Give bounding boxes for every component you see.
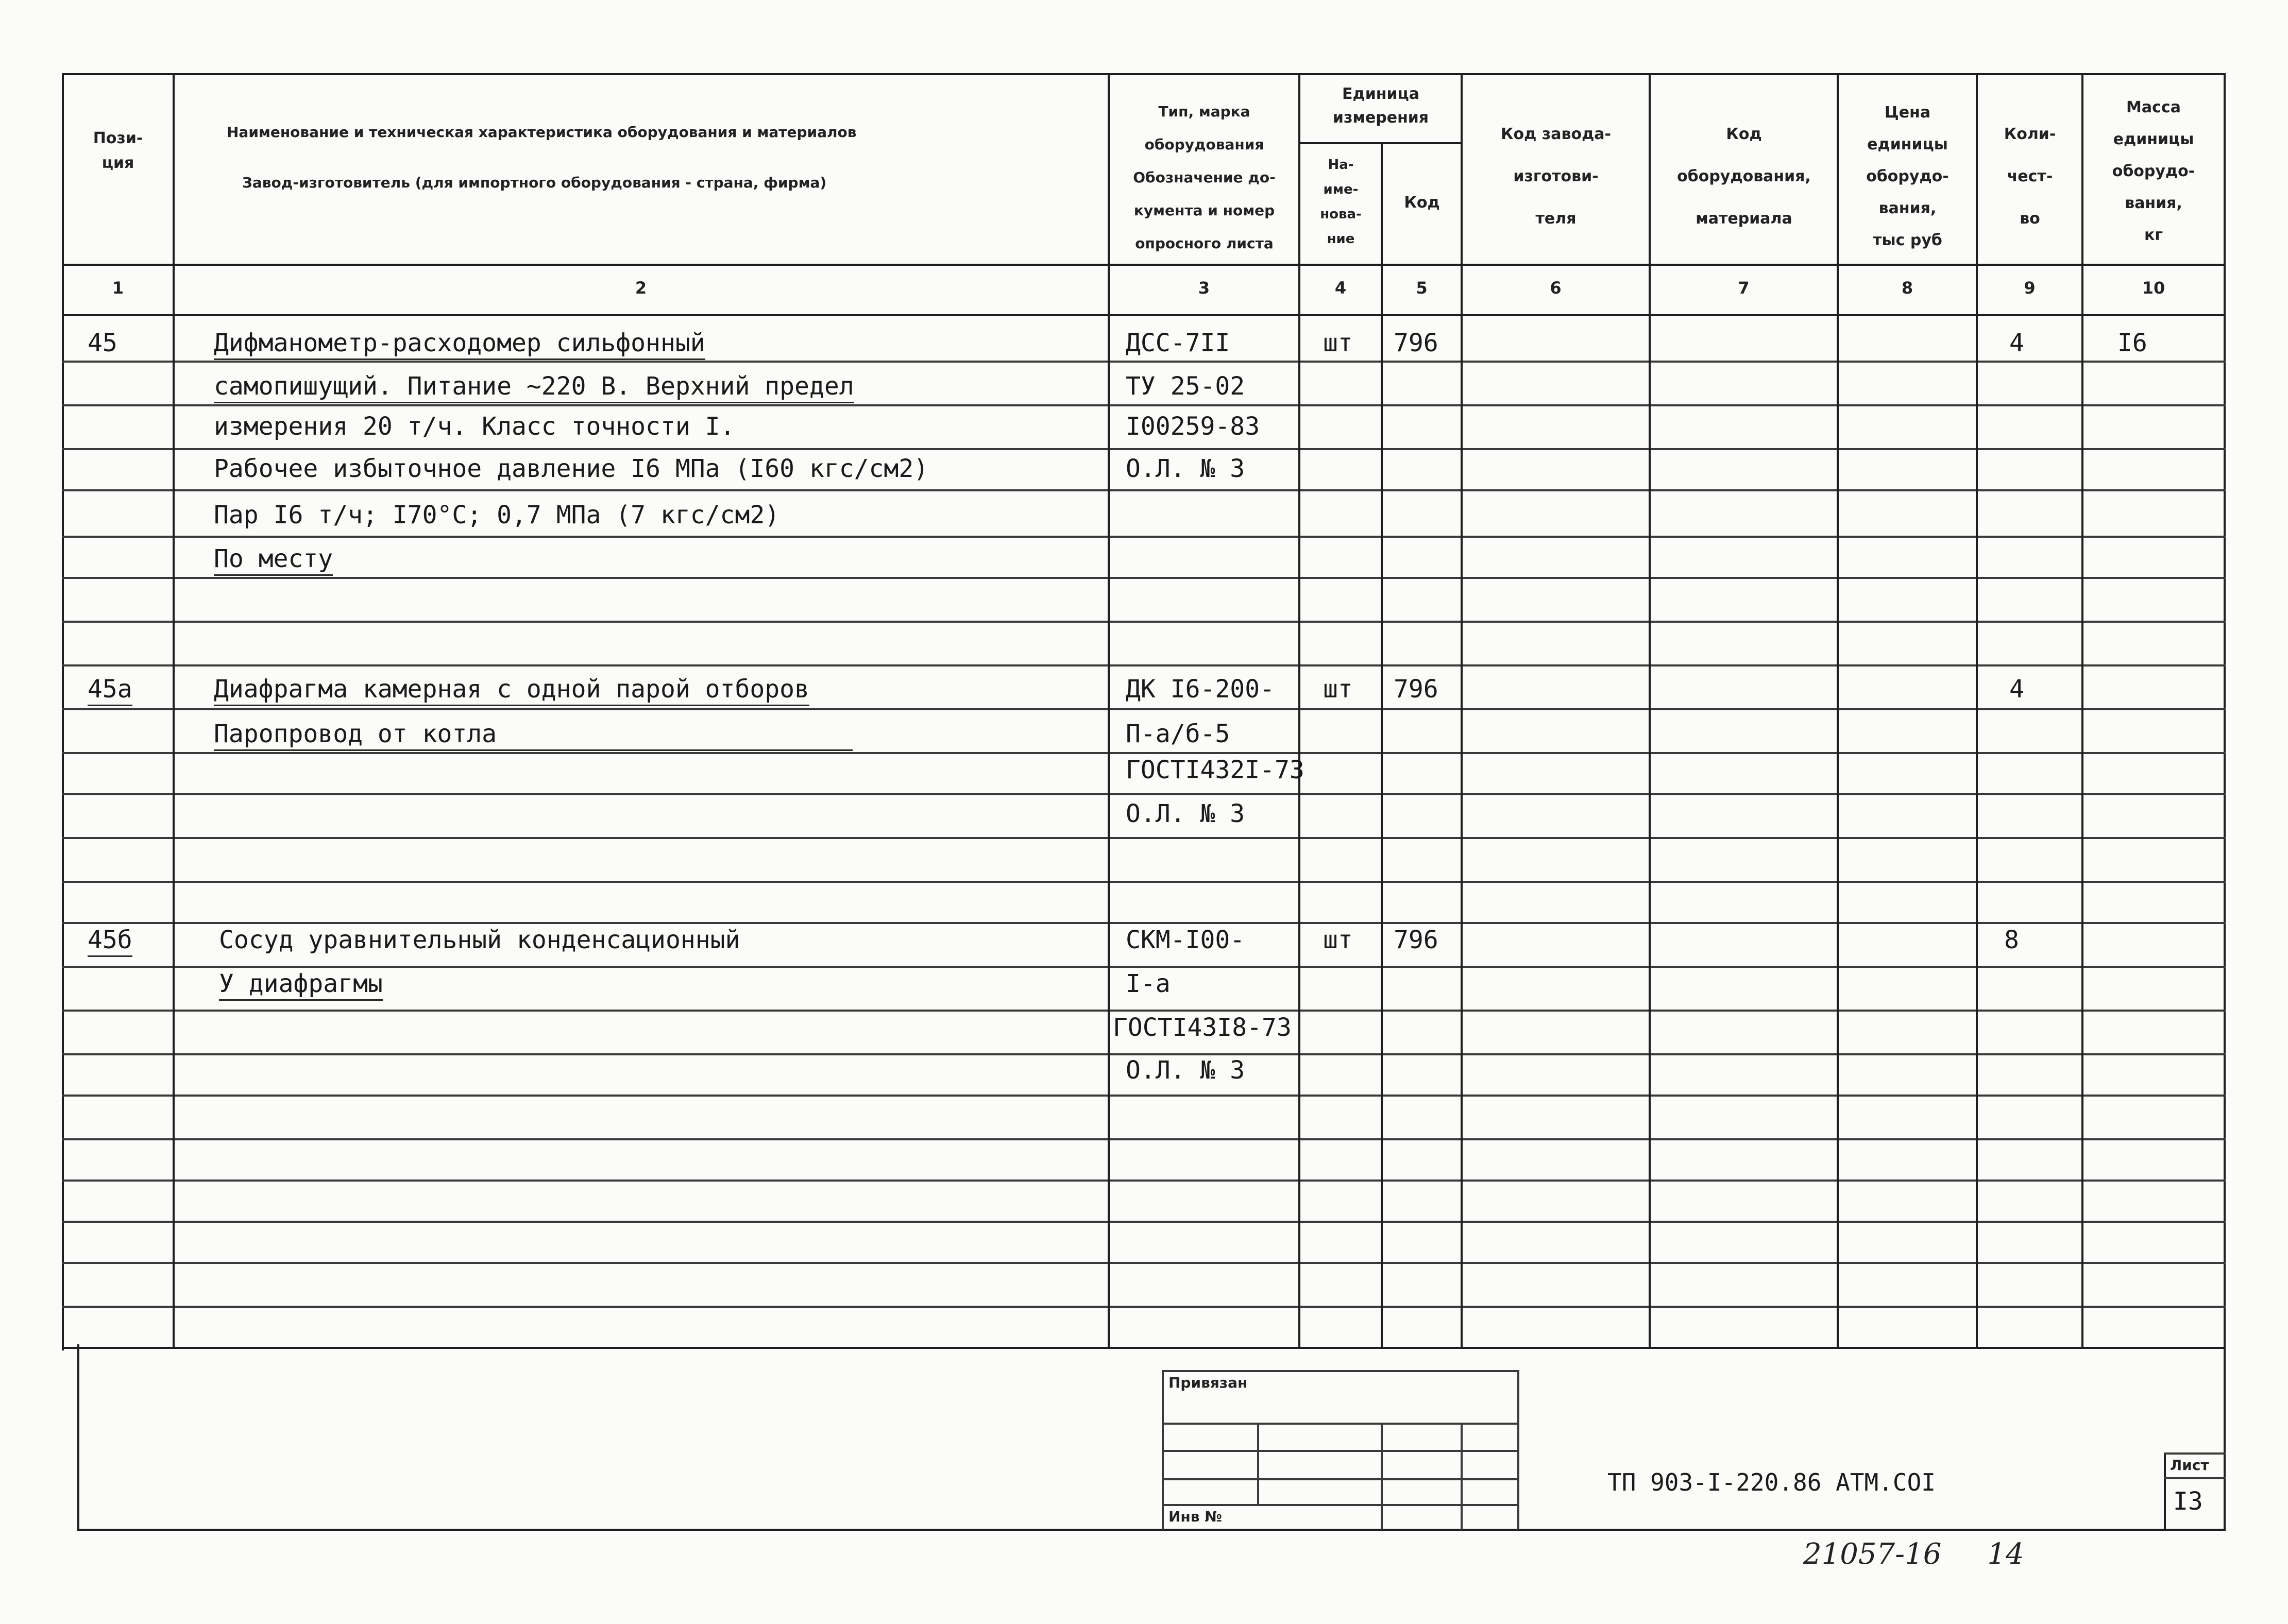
type-cell: СКМ-I00- xyxy=(1126,926,1245,954)
header-equipment-code: Код оборудования, материала xyxy=(1677,125,1811,228)
type-cell: ДК I6-200- xyxy=(1126,675,1275,704)
column-number: 10 xyxy=(2142,278,2165,298)
name-cell: Сосуд уравнительный конденсационный xyxy=(219,926,740,954)
position-cell: 45а xyxy=(88,674,132,706)
name-cell: По месту xyxy=(214,543,333,576)
name-cell: самопишущий. Питание ~220 В. Верхний предел xyxy=(214,371,854,403)
type-cell: О.Л. № 3 xyxy=(1126,1056,1245,1085)
name-cell: У диафрагмы xyxy=(219,968,383,1001)
header-mass: Масса единицы оборудо- вания, кг xyxy=(2112,98,2195,244)
stamp-inv-number: Инв № xyxy=(1168,1508,1222,1525)
name-cell: Дифманометр-расходомер сильфонный xyxy=(214,328,705,360)
header-unit-code: Код xyxy=(1404,194,1440,212)
unit-code-cell: 796 xyxy=(1394,329,1438,357)
header-position: Пози- ция xyxy=(93,129,143,172)
stamp-privyazan: Привязан xyxy=(1168,1374,1248,1391)
column-number: 4 xyxy=(1334,278,1347,298)
mass-cell: I6 xyxy=(2117,329,2147,357)
type-cell: П-а/б-5 xyxy=(1126,720,1230,748)
position-cell: 45 xyxy=(88,329,117,357)
type-cell: ГОСТI43I8-73 xyxy=(1113,1013,1292,1042)
sheet-number: I3 xyxy=(2173,1487,2203,1516)
sheet-label: Лист xyxy=(2170,1457,2209,1474)
document-code: ТП 903-I-220.86 АТМ.СОI xyxy=(1607,1468,1936,1496)
header-unit-name: На- име- нова- ние xyxy=(1320,157,1362,247)
column-number: 7 xyxy=(1738,278,1750,298)
name-cell: Рабочее избыточное давление I6 МПа (I60 кгс/см2) xyxy=(214,454,929,483)
column-number: 3 xyxy=(1198,278,1210,298)
type-cell: I00259-83 xyxy=(1126,412,1260,441)
name-cell: измерения 20 т/ч. Класс точности I. xyxy=(214,412,735,441)
header-name-line1: Наименование и техническая характеристика оборудования и материалов xyxy=(227,124,857,141)
name-cell: Пар I6 т/ч; I70°С; 0,7 МПа (7 кгс/см2) xyxy=(214,501,780,529)
type-cell: О.Л. № 3 xyxy=(1126,454,1245,483)
header-price: Цена единицы оборудо- вания, тыс руб xyxy=(1866,104,1949,249)
type-cell: О.Л. № 3 xyxy=(1126,799,1245,828)
column-number: 6 xyxy=(1550,278,1562,298)
quantity-cell: 8 xyxy=(2004,926,2019,954)
header-name-line2: Завод-изготовитель (для импортного оборудования - страна, фирма) xyxy=(242,174,827,191)
name-cell: Диафрагма камерная с одной парой отборов xyxy=(214,674,809,706)
handwritten-footer-note: 21057-16 14 xyxy=(1803,1537,2024,1571)
position-cell: 45б xyxy=(88,925,132,957)
header-quantity: Коли- чест- во xyxy=(2004,125,2056,228)
quantity-cell: 4 xyxy=(2009,675,2024,704)
type-cell: ГОСТI432I-73 xyxy=(1126,756,1304,784)
column-number: 2 xyxy=(635,278,647,298)
column-number: 5 xyxy=(1416,278,1428,298)
column-number: 1 xyxy=(112,278,124,298)
unit-name-cell: шт xyxy=(1323,675,1353,704)
unit-code-cell: 796 xyxy=(1394,926,1438,954)
unit-code-cell: 796 xyxy=(1394,675,1438,704)
unit-name-cell: шт xyxy=(1323,926,1353,954)
quantity-cell: 4 xyxy=(2009,329,2024,357)
type-cell: I-а xyxy=(1126,969,1171,998)
type-cell: ТУ 25-02 xyxy=(1126,372,1245,401)
column-number: 8 xyxy=(1901,278,1913,298)
name-cell: Паропровод от котла xyxy=(214,719,853,751)
type-cell: ДСС-7II xyxy=(1126,329,1230,357)
unit-name-cell: шт xyxy=(1323,329,1353,357)
column-number: 9 xyxy=(2024,278,2036,298)
header-type: Тип, марка оборудования Обозначение до- кумента и номер опросного листа xyxy=(1133,103,1276,252)
header-unit-group: Единица измерения xyxy=(1332,85,1429,127)
header-factory-code: Код завода- изготови- теля xyxy=(1501,125,1611,228)
